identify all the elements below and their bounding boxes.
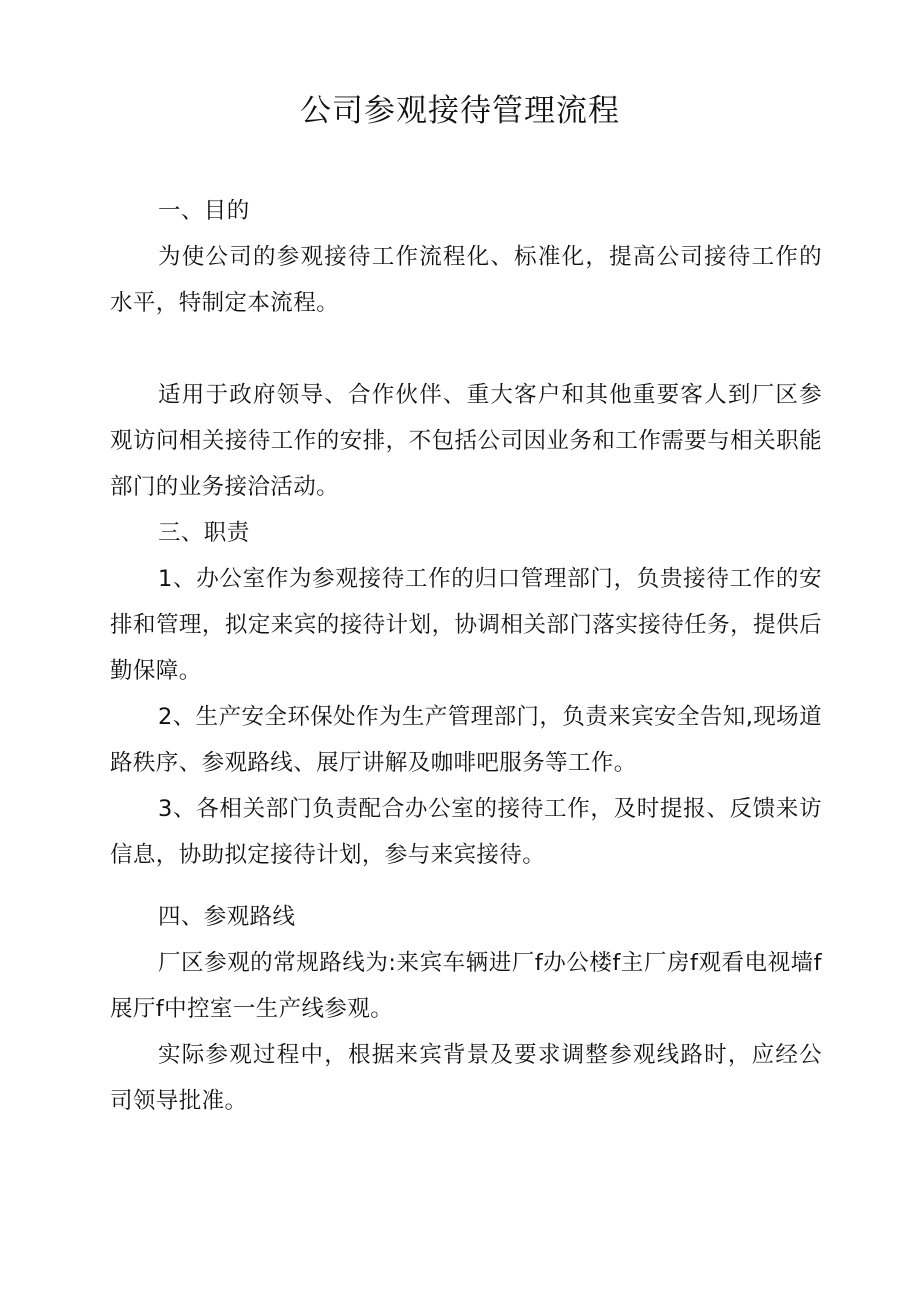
section-heading-purpose: 一、目的 bbox=[158, 198, 250, 224]
section-heading-route: 四、参观路线 bbox=[158, 904, 296, 930]
paragraph-scope: 适用于政府领导、合作伙伴、重大客户和其他重要客人到厂区参观访问相关接待工作的安排，不包括公司因业务和工作需要与相关职能部门的业务接洽活动。 bbox=[110, 382, 822, 500]
document-title: 公司参观接待管理流程 bbox=[300, 93, 620, 129]
paragraph-route-note: 实际参观过程中，根据来宾背景及要求调整参观线路时，应经公司领导批准。 bbox=[110, 1042, 822, 1114]
paragraph-duty-3: 3、各相关部门负责配合办公室的接待工作，及时提报、反馈来访信息，协助拟定接待计划，参与来宾接待。 bbox=[110, 796, 822, 868]
paragraph-duty-1: 1、办公室作为参观接待工作的归口管理部门，负贵接待工作的安排和管理，拟定来宾的接待计划，协调相关部门落实接待任务，提供后勤保障。 bbox=[110, 566, 822, 684]
paragraph-purpose: 为使公司的参观接待工作流程化、标准化，提高公司接待工作的水平，特制定本流程。 bbox=[110, 244, 822, 316]
section-heading-duty: 三、职责 bbox=[158, 520, 250, 546]
paragraph-route: 厂区参观的常规路线为:来宾车辆进厂f办公楼f主厂房f观看电视墙f展厅f中控室一生产线参观。 bbox=[110, 950, 822, 1022]
paragraph-duty-2: 2、生产安全环保处作为生产管理部门，负责来宾安全告知,现场道路秩序、参观路线、展厅讲解及咖啡吧服务等工作。 bbox=[110, 704, 822, 776]
